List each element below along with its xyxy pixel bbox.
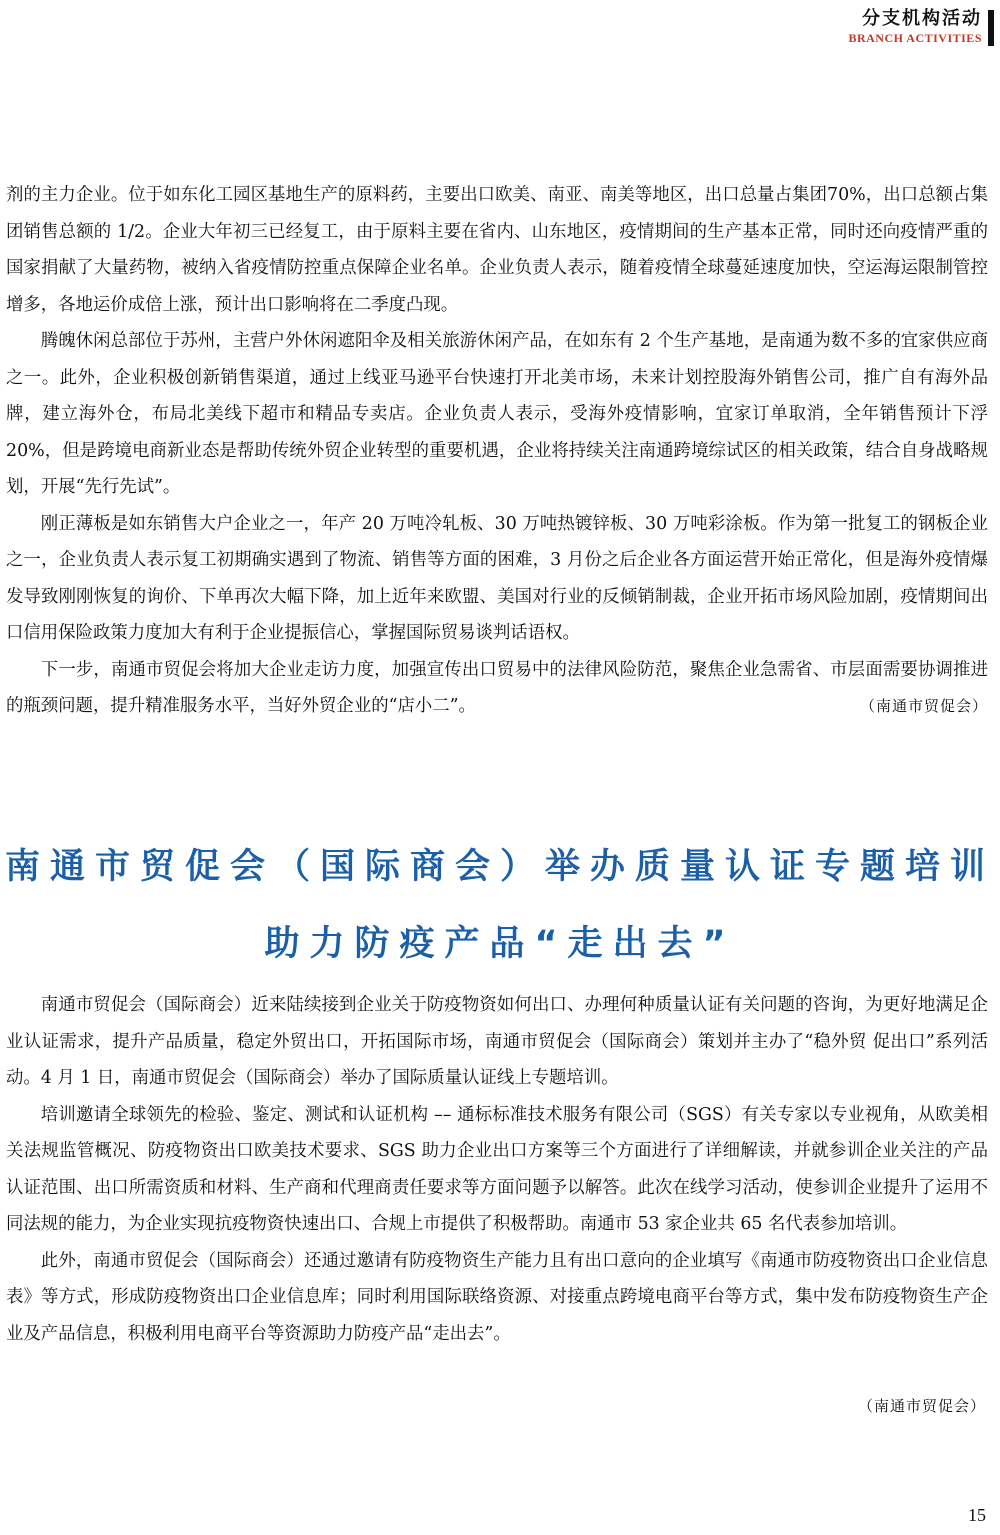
article-1-paragraph-3: 刚正薄板是如东销售大户企业之一，年产 20 万吨冷轧板、30 万吨热镀锌板、30 万吨彩涂板。作为第一批复工的钢板企业之一，企业负责人表示复工初期确实遇到了物流、销售等方面的困难，3 月份之后企业各方面运营开始正常化，但是海外疫情爆发导致刚刚恢复的询价、下单再次大幅下降，加上近年来欧盟、美国对行业的反倾销制裁，企业开拓市场风险加剧，疫情期间出口信用保险政策力度加大有利于企业提振信心，掌握国际贸易谈判话语权。 <box>6 513 988 643</box>
article-1-paragraph-4 <box>6 652 988 725</box>
article-1-paragraph-1: 剂的主力企业。位于如东化工园区基地生产的原料药，主要出口欧美、南亚、南美等地区，出口总量占集团70%，出口总额占集团销售总额的 1/2。企业大年初三已经复工，由于原料主要在省内、山东地区，疫情期间的生产基本正常，同时还向疫情严重的国家捐献了大量药物，被纳入省疫情防控重点保障企业名单。企业负责人表示，随着疫情全球蔓延速度加快，空运海运限制管控增多，各地运价成倍上涨，预计出口影响将在二季度凸现。 <box>6 185 988 315</box>
page-header <box>848 8 982 46</box>
article-2-body <box>6 987 988 1352</box>
article-2-source: （南通市贸促会） <box>857 1397 986 1415</box>
page-number: 15 <box>968 1505 986 1525</box>
article-2-title-line-2: 助力防疫产品“走出去” <box>264 924 736 964</box>
header-divider-bar <box>988 10 994 46</box>
article-1-body <box>6 177 988 725</box>
article-2-title-line-1: 南通市贸促会（国际商会）举办质量认证专题培训 <box>4 847 995 887</box>
section-title-cn: 分支机构活动 <box>862 8 982 29</box>
article-1-source: （南通市贸促会） <box>859 697 988 715</box>
article-1-paragraph-2: 腾魄休闲总部位于苏州，主营户外休闲遮阳伞及相关旅游休闲产品，在如东有 2 个生产基地，是南通为数不多的宜家供应商之一。此外，企业积极创新销售渠道，通过上线亚马逊平台快速打开北美市场，未来计划控股海外销售公司，推广自有海外品牌，建立海外仓，布局北美线下超市和精品专卖店。企业负责人表示，受海外疫情影响，宜家订单取消，全年销售预计下浮 20%，但是跨境电商新业态是帮助传统外贸企业转型的重要机遇，企业将持续关注南通跨境综试区的相关政策，结合自身战略规划，开展“先行先试”。 <box>6 331 988 497</box>
article-1-paragraph-4-text: 下一步，南通市贸促会将加大企业走访力度，加强宣传出口贸易中的法律风险防范，聚焦企业急需省、市层面需要协调推进的瓶颈问题，提升精准服务水平，当好外贸企业的“店小二”。 <box>6 659 988 716</box>
article-2-paragraph-3: 此外，南通市贸促会（国际商会）还通过邀请有防疫物资生产能力且有出口意向的企业填写《南通市防疫物资出口企业信息表》等方式，形成防疫物资出口企业信息库；同时利用国际联络资源、对接重点跨境电商平台等方式，集中发布防疫物资生产企业及产品信息，积极利用电商平台等资源助力防疫产品“走出去”。 <box>6 1250 988 1344</box>
article-2-paragraph-1: 南通市贸促会（国际商会）近来陆续接到企业关于防疫物资如何出口、办理何种质量认证有关问题的咨询，为更好地满足企业认证需求，提升产品质量，稳定外贸出口，开拓国际市场，南通市贸促会（国际商会）策划并主办了“稳外贸 促出口”系列活动。4 月 1 日，南通市贸促会（国际商会）举办了国际质量认证线上专题培训。 <box>6 995 988 1088</box>
section-title-en: BRANCH ACTIVITIES <box>848 31 982 45</box>
article-2-paragraph-2: 培训邀请全球领先的检验、鉴定、测试和认证机构 –– 通标标准技术服务有限公司（SGS）有关专家以专业视角，从欧美相关法规监管概况、防疫物资出口欧美技术要求、SGS 助力企业出口方案等三个方面进行了详细解读，并就参训企业关注的产品认证范围、出口所需资质和材料、生产商和代理商责任要求等方面问题予以解答。此次在线学习活动，使参训企业提升了运用不同法规的能力，为企业实现抗疫物资快速出口、合规上市提供了积极帮助。南通市 53 家企业共 65 名代表参加培训。 <box>6 1104 988 1234</box>
